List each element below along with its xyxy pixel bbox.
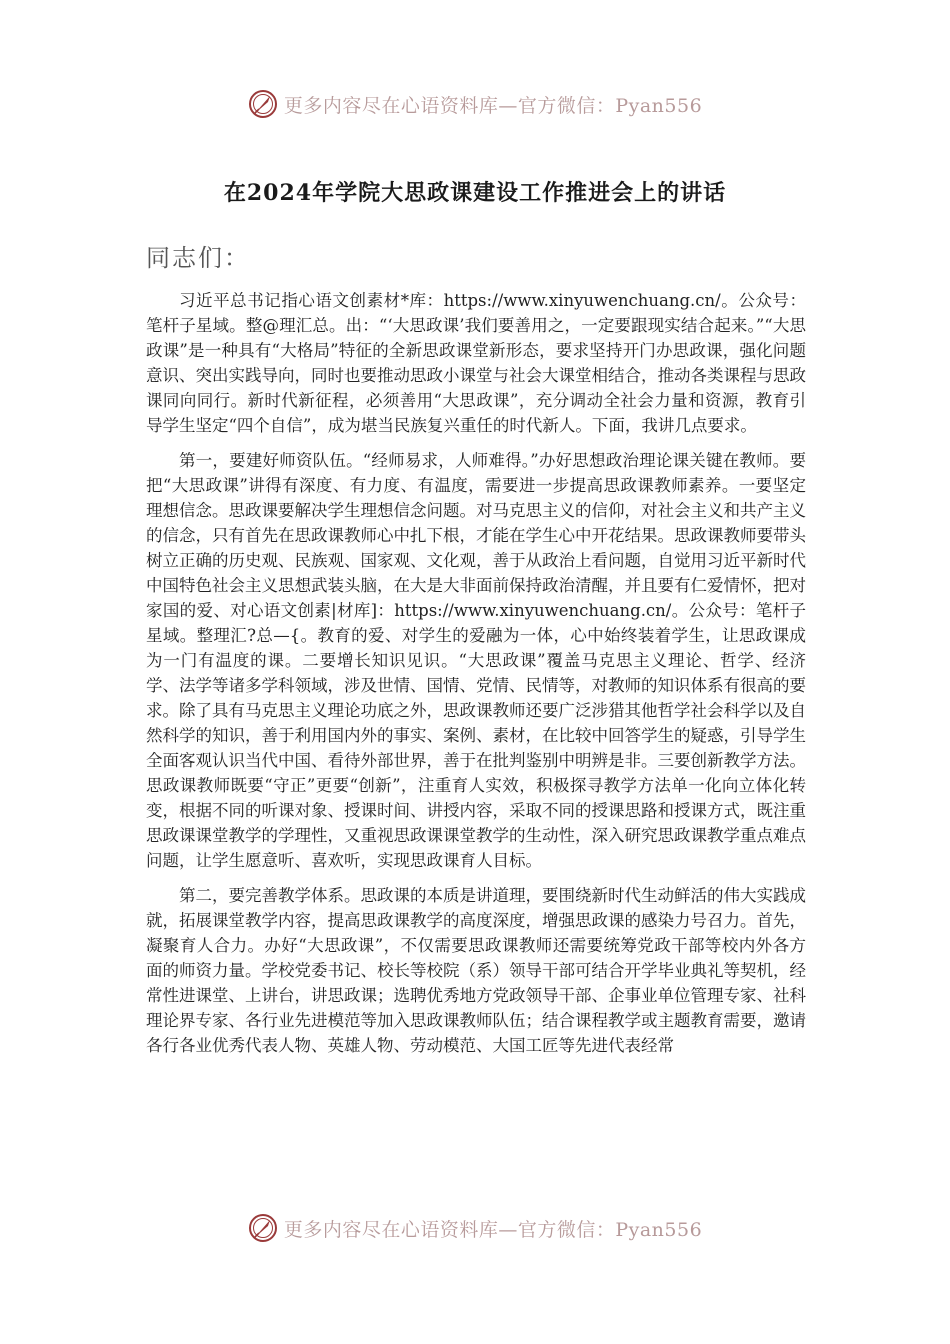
banner-text: 更多内容尽在心语资料库—官方微信：Pyan556 <box>283 94 703 117</box>
quill-logo-icon <box>248 89 278 119</box>
page-title: 在2024年学院大思政课建设工作推进会上的讲话 <box>223 180 727 206</box>
header-banner <box>0 82 950 126</box>
document-body <box>146 288 806 1068</box>
paragraph-section-two: 第二，要完善教学体系。思政课的本质是讲道理，要围绕新时代生动鲜活的伟大实践成就，拓展课堂教学内容，提高思政课教学的高度深度，增强思政课的感染力号召力。首先，凝聚育人合力。办好“大思政课”，不仅需要思政课教师还需要统筹党政干部等校内外各方面的师资力量。学校党委书记、校长等校院（系）领导干部可结合开学毕业典礼等契机，经常性进课堂、上讲台，讲思政课；选聘优秀地方党政领导干部、企事业单位管理专家、社科理论界专家、各行业先进模范等加入思政课教师队伍；结合课程教学或主题教育需要，邀请各行各业优秀代表人物、英雄人物、劳动模范、大国工匠等先进代表经常 <box>146 886 806 1055</box>
paragraph-intro: 习近平总书记指心语文创素材*库：https://www.xinyuwenchuang.cn/。公众号：笔杆子星域。整@理汇总。出：“‘大思政课’我们要善用之，一定要跟现实结合起来。”“大思政课”是一种具有“大格局”特征的全新思政课堂新形态，要求坚持开门办思政课，强化问题意识、突出实践导向，同时也要推动思政小课堂与社会大课堂相结合，推动各类课程与思政课同向同行。新时代新征程，必须善用“大思政课”，充分调动全社会力量和资源，教育引导学生坚定“四个自信”，成为堪当民族复兴重任的时代新人。下面，我讲几点要求。 <box>146 291 806 435</box>
banner-text: 更多内容尽在心语资料库—官方微信：Pyan556 <box>283 1218 703 1241</box>
quill-logo-icon <box>248 1213 278 1243</box>
paragraph-section-one: 第一，要建好师资队伍。“经师易求，人师难得。”办好思想政治理论课关键在教师。要把“大思政课”讲得有深度、有力度、有温度，需要进一步提高思政课教师素养。一要坚定理想信念。思政课要解决学生理想信念问题。对马克思主义的信仰，对社会主义和共产主义的信念，只有首先在思政课教师心中扎下根，才能在学生心中开花结果。思政课教师要带头树立正确的历史观、民族观、国家观、文化观，善于从政治上看问题，自觉用习近平新时代中国特色社会主义思想武装头脑，在大是大非面前保持政治清醒，并且要有仁爱情怀，把对家国的爱、对心语文创素|材库]：https://www.xinyuwenchuang.cn/。公众号：笔杆子星域。整理汇?总—{。教育的爱、对学生的爱融为一体，心中始终装着学生，让思政课成为一门有温度的课。二要增长知识见识。“大思政课”覆盖马克思主义理论、哲学、经济学、法学等诸多学科领域，涉及世情、国情、党情、民情等，对教师的知识体系有很高的要求。除了具有马克思主义理论功底之外，思政课教师还要广泛涉猎其他哲学社会科学以及自然科学的知识，善于利用国内外的事实、案例、素材，在比较中回答学生的疑惑，引导学生全面客观认识当代中国、看待外部世界，善于在批判鉴别中明辨是非。三要创新教学方法。思政课教师既要“守正”更要“创新”，注重育人实效，积极探寻教学方法单一化向立体化转变，根据不同的听课对象、授课时间、讲授内容，采取不同的授课思路和授课方式，既注重思政课课堂教学的学理性，又重视思政课课堂教学的生动性，深入研究思政课教学重点难点问题，让学生愿意听、喜欢听，实现思政课育人目标。 <box>146 451 806 870</box>
footer-banner <box>0 1206 950 1250</box>
salutation: 同志们： <box>146 244 250 272</box>
